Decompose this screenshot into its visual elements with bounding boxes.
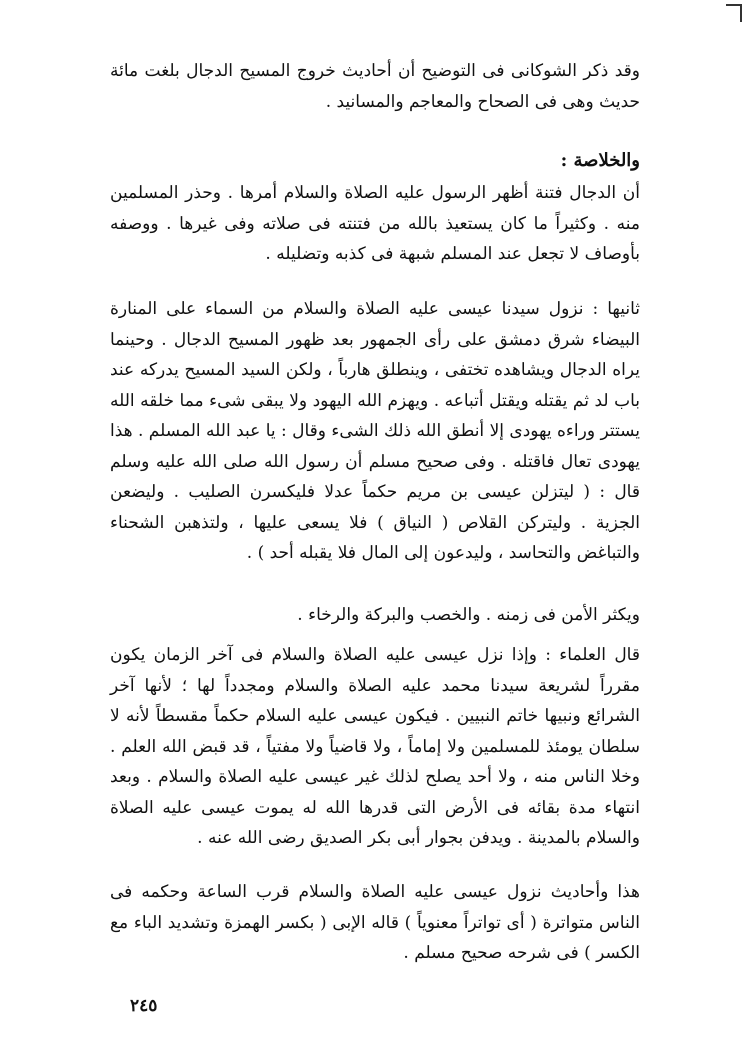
paragraph-conclusion: أن الدجال فتنة أظهر الرسول عليه الصلاة والسلام أمرها . وحذر المسلمين منه . وكثيراً ما كان يستعيذ بالله من فتنته فى صلاته وفى غيرها . ووصفه بأوصاف لا تجعل عند المسلم شبهة فى كذبه وتضليله . bbox=[110, 183, 640, 264]
paragraph-intro: وقد ذكر الشوكانى فى التوضيح أن أحاديث خروج المسيح الدجال بلغت مائة حديث وهى فى الصحاح والمعاجم والمسانيد . bbox=[110, 61, 640, 112]
paragraph-scholars: قال العلماء : وإذا نزل عيسى عليه الصلاة والسلام فى آخر الزمان يكون مقرراً لشريعة سيدنا محمد عليه الصلاة والسلام ومجدداً لها ؛ لأنها آخر الشرائع ونبيها خاتم النبيين . فيكون عيسى عليه السلام حكماً مقسطاً لأنه لا سلطان يومئذ للمسلمين ولا إماماً ، ولا قاضياً ولا مفتياً ، قد قبض الله العلم . وخلا الناس منه ، ولا أحد يصلح لذلك غير عيسى عليه الصلاة والسلام . وبعد انتهاء مدة بقائه فى الأرض التى قدرها الله له يموت عيسى عليه الصلاة والسلام بالمدينة . ويدفن بجوار أبى بكر الصديق رضى الله عنه . bbox=[110, 645, 640, 848]
page-corner-mark bbox=[726, 4, 742, 22]
paragraph-security: ويكثر الأمن فى زمنه . والخصب والبركة والرخاء . bbox=[297, 605, 640, 625]
paragraph-hadiths: هذا وأحاديث نزول عيسى عليه الصلاة والسلام قرب الساعة وحكمه فى الناس متواترة ( أى تواتراً معنوياً ) قاله الإبى ( بكسر الهمزة وتشديد الباء مع الكسر ) فى شرحه صحيح مسلم . bbox=[110, 882, 640, 963]
section-heading: والخلاصة : bbox=[560, 150, 640, 171]
page-number: ٢٤٥ bbox=[130, 996, 158, 1016]
paragraph-second: ثانيها : نزول سيدنا عيسى عليه الصلاة والسلام من السماء على المنارة البيضاء شرق دمشق على رأى الجمهور بعد ظهور المسيح الدجال . وحينما يراه الدجال ويشاهده تختفى ، وينطلق هارباً ، ولكن السيد المسيح يدركه عند باب لد ثم يقتله ويقتل أتباعه . ويهزم الله اليهود ولا يبقى شىء مما خلقه الله يستتر وراءه يهودى إلا أنطق الله ذلك الشىء وقال : يا عبد الله المسلم . هذا يهودى تعال فاقتله . وفى صحيح مسلم أن رسول الله صلى الله عليه وسلم قال : ( ليتزلن عيسى بن مريم حكماً عدلا فليكسرن الصليب . وليضعن الجزية . وليتركن القلاص ( النياق ) فلا يسعى عليها ، ولتذهبن الشحناء والتباغض والتحاسد ، وليدعون إلى المال فلا يقبله أحد ) . bbox=[109, 299, 640, 563]
